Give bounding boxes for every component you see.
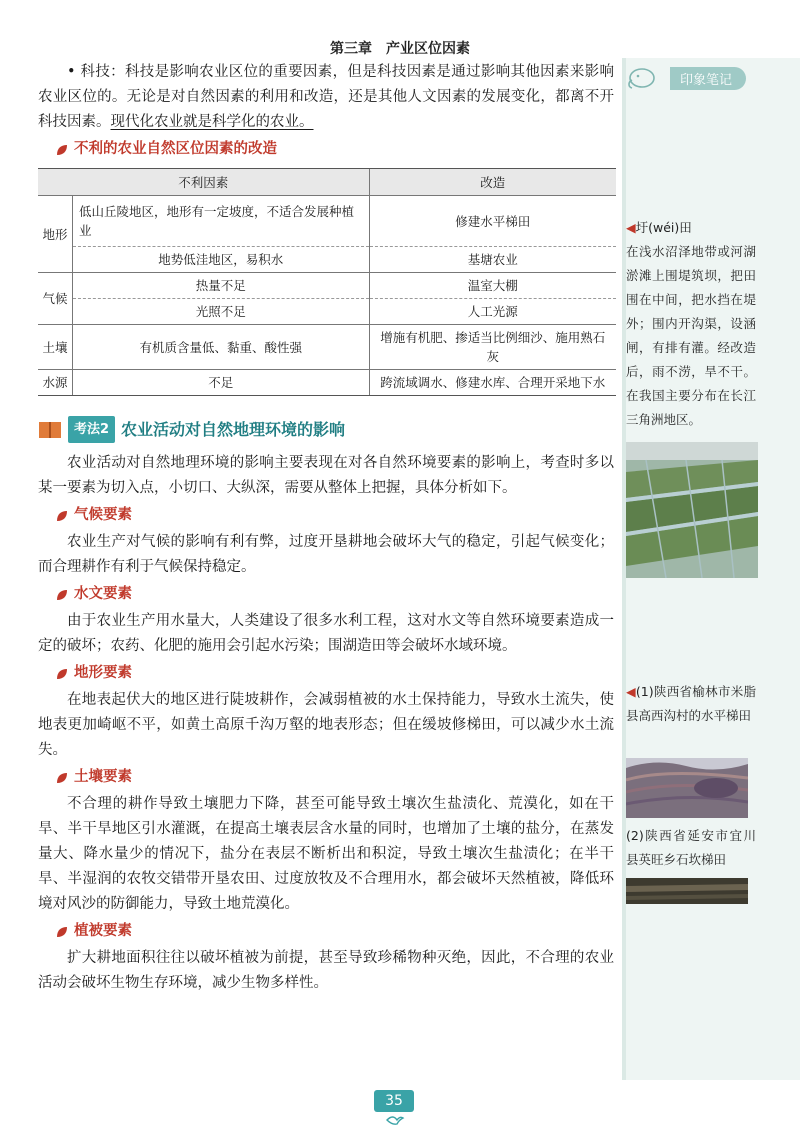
paragraph-vegetation: 扩大耕地面积往往以破坏植被为前提，甚至导致珍稀物种灭绝，因此，不合理的农业活动会破坏生物生存环境，减少生物多样性。 <box>38 950 614 991</box>
subheading-text: 植被要素 <box>74 923 132 939</box>
table-cell: 有机质含量低、黏重、酸性强 <box>73 325 370 370</box>
section-heading-improvement <box>56 137 614 162</box>
note-caption: (2)陕西省延安市宜川县英旺乡石坎梯田 <box>626 828 756 867</box>
note-terrace-1 <box>626 680 756 728</box>
factors-table <box>38 168 616 396</box>
kaofa-tag: 考法2 <box>68 416 115 443</box>
table-row <box>38 325 616 370</box>
subheading-water <box>56 582 614 607</box>
intro-underlined-text: 现代化农业就是科学化的农业。 <box>110 114 314 130</box>
intro-text: • 科技：科技是影响农业区位的重要因素，但是科技因素是通过影响其他因素来影响农业区位的。无论是对自然因素的利用和改造，还是其他人文因素的发展变化，都离不开科技因素。 <box>38 64 614 130</box>
paragraph-terrain: 在地表起伏大的地区进行陡坡耕作，会减弱植被的水土保持能力，导致水土流失，使地表更加崎岖不平，如黄土高原千沟万壑的地表形态；但在缓坡修梯田，可以减少水土流失。 <box>38 692 614 758</box>
subheading-terrain <box>56 661 614 686</box>
leaf-icon <box>56 772 68 784</box>
subheading-text: 土壤要素 <box>74 769 132 785</box>
note-terrace-2 <box>626 824 756 872</box>
table-cell: 地势低洼地区，易积水 <box>73 247 370 273</box>
table-cell: 基塘农业 <box>369 247 616 273</box>
leaf-icon <box>56 668 68 680</box>
table-cell: 跨流域调水、修建水库、合理开采地下水 <box>369 370 616 396</box>
weitian-photo <box>626 442 758 578</box>
leaf-icon <box>56 144 68 156</box>
table-cat-soil: 土壤 <box>38 325 73 370</box>
note-weitian <box>626 216 756 432</box>
note-body: 在浅水沼泽地带或河湖淤滩上围堤筑坝，把田围在中间，把水挡在堤外；围内开沟渠，设涵闸，有排有灌。经改造后，雨不涝，旱不干。在我国主要分布在长江三角洲地区。 <box>626 244 756 427</box>
paragraph-intro: 农业活动对自然地理环境的影响主要表现在对各自然环境要素的影响上，考查时多以某一要素为切入点，小切口、大纵深，需要从整体上把握，具体分析如下。 <box>38 455 614 496</box>
main-column <box>38 60 614 996</box>
table-cell: 增施有机肥、掺适当比例细沙、施用熟石灰 <box>369 325 616 370</box>
table-col-improvement: 改造 <box>369 169 616 196</box>
table-cell: 温室大棚 <box>369 273 616 299</box>
table-cat-climate: 气候 <box>38 273 73 325</box>
terrace-photo-2 <box>626 878 748 904</box>
subheading-soil <box>56 765 614 790</box>
table-cell: 人工光源 <box>369 299 616 325</box>
subheading-text: 气候要素 <box>74 507 132 523</box>
table-row <box>38 247 616 273</box>
pointer-icon: ◀ <box>626 684 636 699</box>
note-title: 圩(wéi)田 <box>635 220 692 235</box>
subheading-text: 地形要素 <box>74 665 132 681</box>
sidebar-title: 印象笔记 <box>670 67 746 90</box>
paragraph-climate: 农业生产对气候的影响有利有弊，过度开垦耕地会破坏大气的稳定，引起气候变化；而合理耕作有利于气候保持稳定。 <box>38 534 614 575</box>
subheading-climate <box>56 503 614 528</box>
table-cell: 修建水平梯田 <box>369 196 616 247</box>
sidebar-header <box>622 64 800 92</box>
pointer-icon: ◀ <box>626 220 636 235</box>
table-cell: 不足 <box>73 370 370 396</box>
table-row <box>38 273 616 299</box>
leaf-icon <box>56 926 68 938</box>
table-row <box>38 196 616 247</box>
note-caption: (1)陕西省榆林市米脂县高西沟村的水平梯田 <box>626 684 756 723</box>
table-row <box>38 299 616 325</box>
intro-paragraph <box>38 60 614 135</box>
terrace-photo-1 <box>626 758 748 818</box>
subheading-text: 水文要素 <box>74 586 132 602</box>
kaofa-title: 农业活动对自然地理环境的影响 <box>121 420 346 439</box>
table-cat-water: 水源 <box>38 370 73 396</box>
paragraph-water: 由于农业生产用水量大，人类建设了很多水利工程，这对水文等自然环境要素造成一定的破坏；农药、化肥的施用会引起水污染；围湖造田等会破坏水域环境。 <box>38 613 614 654</box>
table-cell: 热量不足 <box>73 273 370 299</box>
table-cat-terrain: 地形 <box>38 196 73 273</box>
leaf-icon <box>56 510 68 522</box>
notes-sidebar <box>622 58 800 1080</box>
elephant-icon <box>626 66 664 90</box>
kaofa-heading <box>38 416 614 443</box>
table-cell: 光照不足 <box>73 299 370 325</box>
table-col-unfavorable: 不利因素 <box>38 169 369 196</box>
table-row <box>38 370 616 396</box>
table-cell: 低山丘陵地区，地形有一定坡度，不适合发展种植业 <box>73 196 370 247</box>
book-icon <box>38 420 62 440</box>
bird-icon <box>385 1114 405 1126</box>
table-header-row <box>38 169 616 196</box>
subheading-vegetation <box>56 919 614 944</box>
leaf-icon <box>56 589 68 601</box>
running-header: 第三章 产业区位因素 <box>330 41 470 57</box>
paragraph-soil: 不合理的耕作导致土壤肥力下降，甚至可能导致土壤次生盐渍化、荒漠化，如在干旱、半干旱地区引水灌溉，在提高土壤表层含水量的同时，也增加了土壤的盐分，在蒸发量大、降水量少的情况下，盐分在表层不断析出和积淀，导致土壤次生盐渍化；在半干旱、半湿润的农牧交错带开垦农田、过度放牧及不合理用水，都会破坏天然植被，降低环境对风沙的防御能力，导致土地荒漠化。 <box>38 796 614 912</box>
page-number: 35 <box>374 1090 414 1112</box>
section-heading-text: 不利的农业自然区位因素的改造 <box>74 141 277 157</box>
